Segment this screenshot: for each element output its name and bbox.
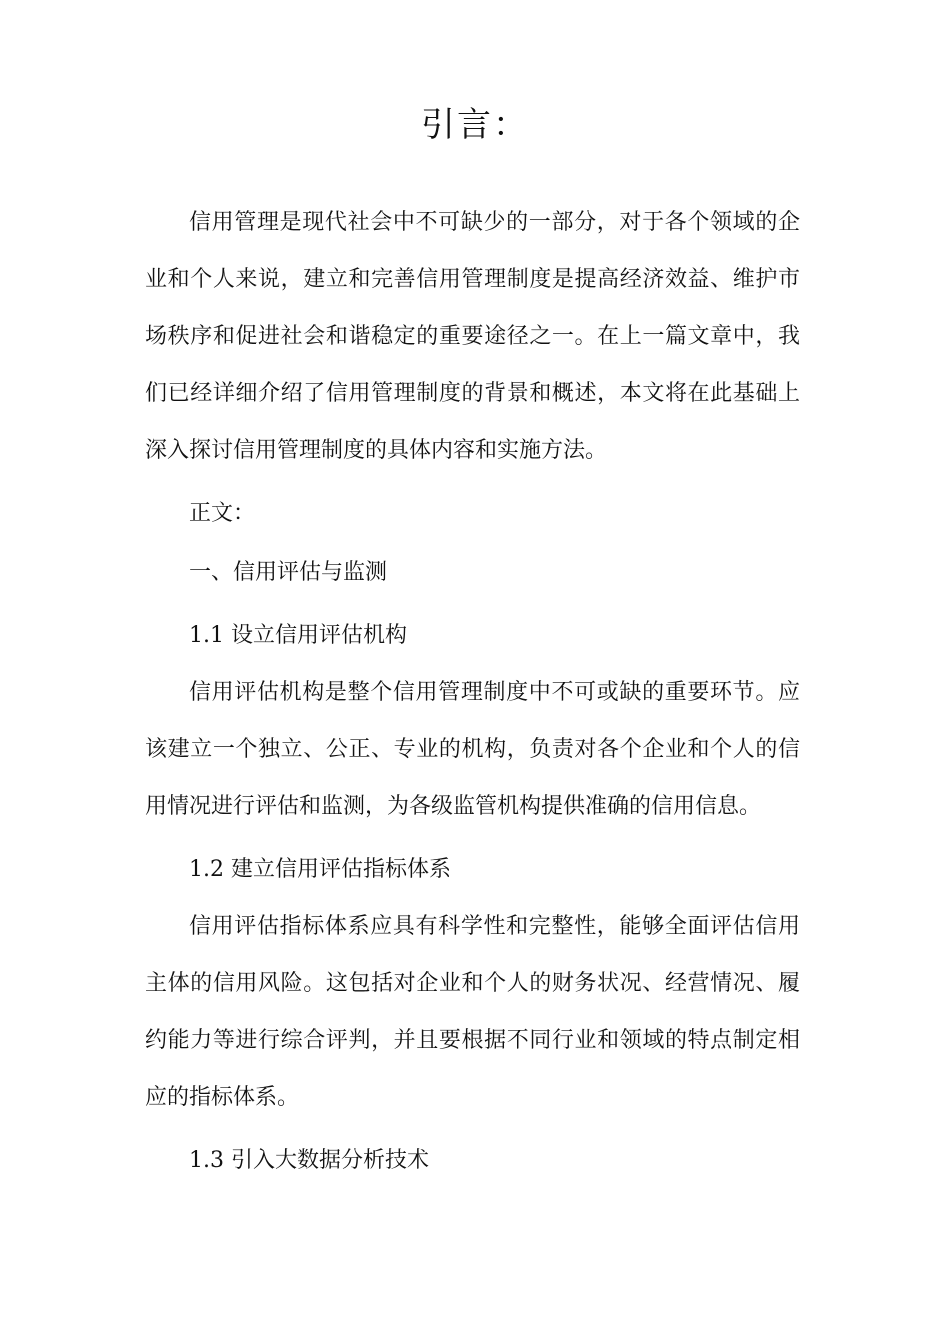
section-1-heading: 一、信用评估与监测 bbox=[189, 560, 388, 585]
body-label: 正文： bbox=[189, 501, 256, 526]
subsection-1-1-heading: 1.1 设立信用评估机构 bbox=[189, 623, 407, 648]
subsection-1-1-text: 信用评估机构是整个信用管理制度中不可或缺的重要环节。应该建立一个独立、公正、专业的机构，负责对各个企业和个人的信用情况进行评估和监测，为各级监管机构提供准确的信用信息。 bbox=[145, 680, 800, 819]
subsection-1-3-heading: 1.3 引入大数据分析技术 bbox=[189, 1148, 429, 1173]
document-body bbox=[145, 194, 800, 1189]
subsection-1-2-heading: 1.2 建立信用评估指标体系 bbox=[189, 857, 451, 882]
intro-paragraph: 信用管理是现代社会中不可缺少的一部分，对于各个领域的企业和个人来说，建立和完善信用管理制度是提高经济效益、维护市场秩序和促进社会和谐稳定的重要途径之一。在上一篇文章中，我们已经详细介绍了信用管理制度的背景和概述，本文将在此基础上深入探讨信用管理制度的具体内容和实施方法。 bbox=[145, 210, 800, 463]
subsection-1-2-text: 信用评估指标体系应具有科学性和完整性，能够全面评估信用主体的信用风险。这包括对企业和个人的财务状况、经营情况、履约能力等进行综合评判，并且要根据不同行业和领域的特点制定相应的指标体系。 bbox=[145, 914, 800, 1110]
page-title: 引言： bbox=[421, 105, 529, 145]
